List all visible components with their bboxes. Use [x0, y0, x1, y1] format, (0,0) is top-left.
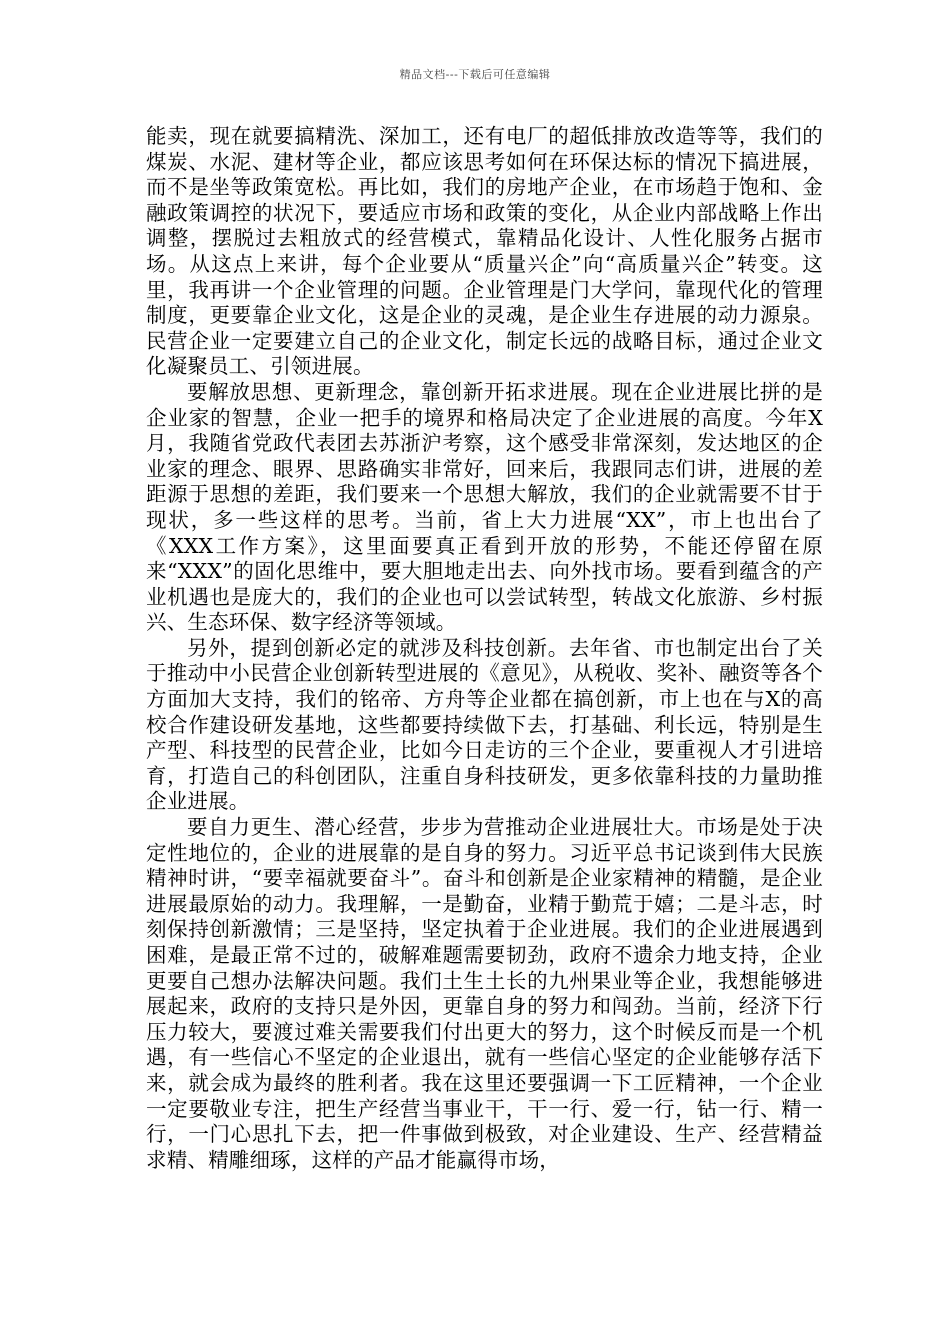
paragraph: 另外，提到创新必定的就涉及科技创新。去年省、市也制定出台了关于推动中小民营企业创新转型进展的《意见》，从税收、奖补、融资等各个方面加大支持，我们的铭帝、方舟等企业都在搞创新，市上也在与X的高校合作建设研发基地，这些都要持续做下去，打基础、利长远，特别是生产型、科技型的民营企业，比如今日走访的三个企业，要重视人才引进培育，打造自己的科创团队，注重自身科技研发，更多依靠科技的力量助推企业进展。: [146, 635, 823, 814]
paragraph: 要解放思想、更新理念，靠创新开拓求进展。现在企业进展比拼的是企业家的智慧，企业一把手的境界和格局决定了企业进展的高度。今年X月，我随省党政代表团去苏浙沪考察，这个感受非常深刻，发达地区的企业家的理念、眼界、思路确实非常好，回来后，我跟同志们讲，进展的差距源于思想的差距，我们要来一个思想大解放，我们的企业就需要不甘于现状，多一些这样的思考。当前，省上大力进展“XX”，市上也出台了《XXX工作方案》，这里面要真正看到开放的形势，不能还停留在原来“XXX”的固化思维中，要大胆地走出去、向外找市场。要看到蕴含的产业机遇也是庞大的，我们的企业也可以尝试转型，转战文化旅游、乡村振兴、生态环保、数字经济等领域。: [146, 379, 823, 635]
paragraph: 能卖，现在就要搞精洗、深加工，还有电厂的超低排放改造等等，我们的煤炭、水泥、建材等企业，都应该思考如何在环保达标的情况下搞进展，而不是坐等政策宽松。再比如，我们的房地产企业，在市场趋于饱和、金融政策调控的状况下，要适应市场和政策的变化，从企业内部战略上作出调整，摆脱过去粗放式的经营模式，靠精品化设计、人性化服务占据市场。从这点上来讲，每个企业要从“质量兴企”向“高质量兴企”转变。这里，我再讲一个企业管理的问题。企业管理是门大学问，靠现代化的管理制度，更要靠企业文化，这是企业的灵魂，是企业生存进展的动力源泉。民营企业一定要建立自己的企业文化，制定长远的战略目标，通过企业文化凝聚员工、引领进展。: [146, 124, 823, 379]
paragraph: 要自力更生、潜心经营，步步为营推动企业进展壮大。市场是处于决定性地位的，企业的进展靠的是自身的努力。习近平总书记谈到伟大民族精神时讲，“要幸福就要奋斗”。奋斗和创新是企业家精神的精髓，是企业进展最原始的动力。我理解，一是勤奋，业精于勤荒于嬉；二是斗志，时刻保持创新激情；三是坚持，坚定执着于企业进展。我们的企业进展遇到困难，是最正常不过的，破解难题需要韧劲，政府不遗余力地支持，企业更要自己想办法解决问题。我们土生土长的九州果业等企业，我想能够进展起来，政府的支持只是外因，更靠自身的努力和闯劲。当前，经济下行压力较大，要渡过难关需要我们付出更大的努力，这个时候反而是一个机遇，有一些信心不坚定的企业退出，就有一些信心坚定的企业能够存活下来，就会成为最终的胜利者。我在这里还要强调一下工匠精神，一个企业一定要敬业专注，把生产经营当事业干，干一行、爱一行，钻一行、精一行，一门心思扎下去，把一件事做到极致，对企业建设、生产、经营精益求精、精雕细琢，这样的产品才能赢得市场，: [146, 815, 823, 1172]
page-header: 精品文档---下载后可任意编辑: [399, 68, 551, 81]
document-body: [146, 124, 823, 1173]
